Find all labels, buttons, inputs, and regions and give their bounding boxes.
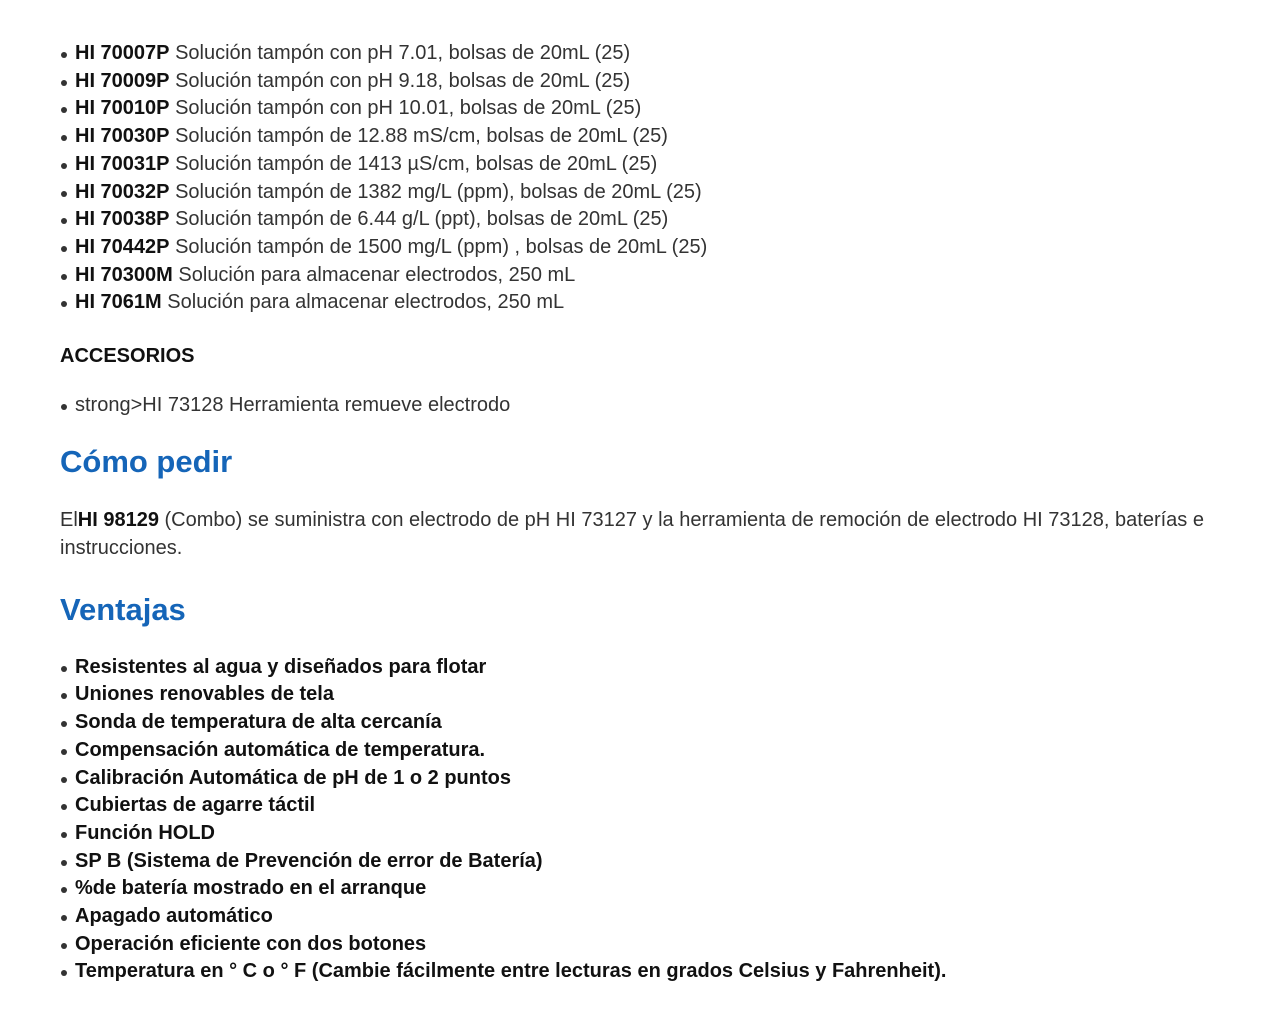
product-description: Solución tampón de 1382 mg/L (ppm), bolsas de 20mL (25) <box>175 180 702 203</box>
product-description: Solución tampón con pH 10.01, bolsas de 20mL (25) <box>175 97 642 120</box>
product-code: HI 70032P <box>75 180 170 203</box>
list-item <box>60 289 1210 317</box>
product-code: HI 70030P <box>75 125 170 148</box>
product-code: HI 70038P <box>75 208 170 231</box>
list-item: %de batería mostrado en el arranque <box>60 875 1210 903</box>
list-item: strong>HI 73128 Herramienta remueve electrodo <box>60 392 1210 420</box>
list-item: Compensación automática de temperatura. <box>60 737 1210 765</box>
product-description: Solución para almacenar electrodos, 250 mL <box>178 263 576 286</box>
order-prefix: El <box>60 508 78 531</box>
order-product-code: HI 98129 <box>77 508 159 531</box>
ventajas-heading: Ventajas <box>60 591 186 627</box>
product-code: HI 7061M <box>75 291 162 314</box>
list-item: Resistentes al agua y diseñados para flotar <box>60 654 1210 682</box>
list-item: Operación eficiente con dos botones <box>60 931 1210 959</box>
product-code: HI 70300M <box>75 263 173 286</box>
list-item: Uniones renovables de tela <box>60 681 1210 709</box>
product-description: Solución tampón con pH 7.01, bolsas de 20mL (25) <box>175 42 631 64</box>
product-code: HI 70442P <box>75 235 170 258</box>
list-item <box>60 262 1210 290</box>
list-item <box>60 206 1210 234</box>
list-item <box>60 234 1210 262</box>
order-paragraph <box>60 506 1210 562</box>
list-item: Apagado automático <box>60 903 1210 931</box>
page-content <box>60 40 1210 986</box>
list-item <box>60 68 1210 96</box>
ventajas-list <box>60 654 1210 986</box>
list-item <box>60 179 1210 207</box>
accessories-list <box>60 392 1210 420</box>
product-code: HI 70031P <box>75 152 170 175</box>
product-description: Solución tampón de 12.88 mS/cm, bolsas de 20mL (25) <box>175 125 668 148</box>
list-item <box>60 123 1210 151</box>
list-item: Temperatura en ° C o ° F (Cambie fácilmente entre lecturas en grados Celsius y Fahrenheit). <box>60 958 1210 986</box>
list-item <box>60 40 1210 68</box>
list-item: Función HOLD <box>60 820 1210 848</box>
product-code: HI 70010P <box>75 97 170 120</box>
product-code: HI 70007P <box>75 42 170 64</box>
list-item <box>60 95 1210 123</box>
order-description: (Combo) se suministra con electrodo de pH HI 73127 y la herramienta de remoción de electrodo HI 73128, baterías e instrucciones. <box>60 508 1204 559</box>
list-item: Cubiertas de agarre táctil <box>60 792 1210 820</box>
product-description: Solución tampón de 6.44 g/L (ppt), bolsas de 20mL (25) <box>175 208 669 231</box>
list-item <box>60 151 1210 179</box>
product-description: Solución para almacenar electrodos, 250 mL <box>167 291 565 314</box>
product-description: Solución tampón de 1413 µS/cm, bolsas de 20mL (25) <box>175 152 658 175</box>
como-pedir-heading: Cómo pedir <box>60 443 233 479</box>
product-description: Solución tampón con pH 9.18, bolsas de 20mL (25) <box>175 69 631 92</box>
list-item: SP B (Sistema de Prevención de error de Batería) <box>60 848 1210 876</box>
product-list <box>60 40 1210 317</box>
accessories-heading: ACCESORIOS <box>60 345 195 368</box>
product-code: HI 70009P <box>75 69 170 92</box>
list-item: Calibración Automática de pH de 1 o 2 puntos <box>60 765 1210 793</box>
list-item: Sonda de temperatura de alta cercanía <box>60 709 1210 737</box>
product-description: Solución tampón de 1500 mg/L (ppm) , bolsas de 20mL (25) <box>175 235 708 258</box>
